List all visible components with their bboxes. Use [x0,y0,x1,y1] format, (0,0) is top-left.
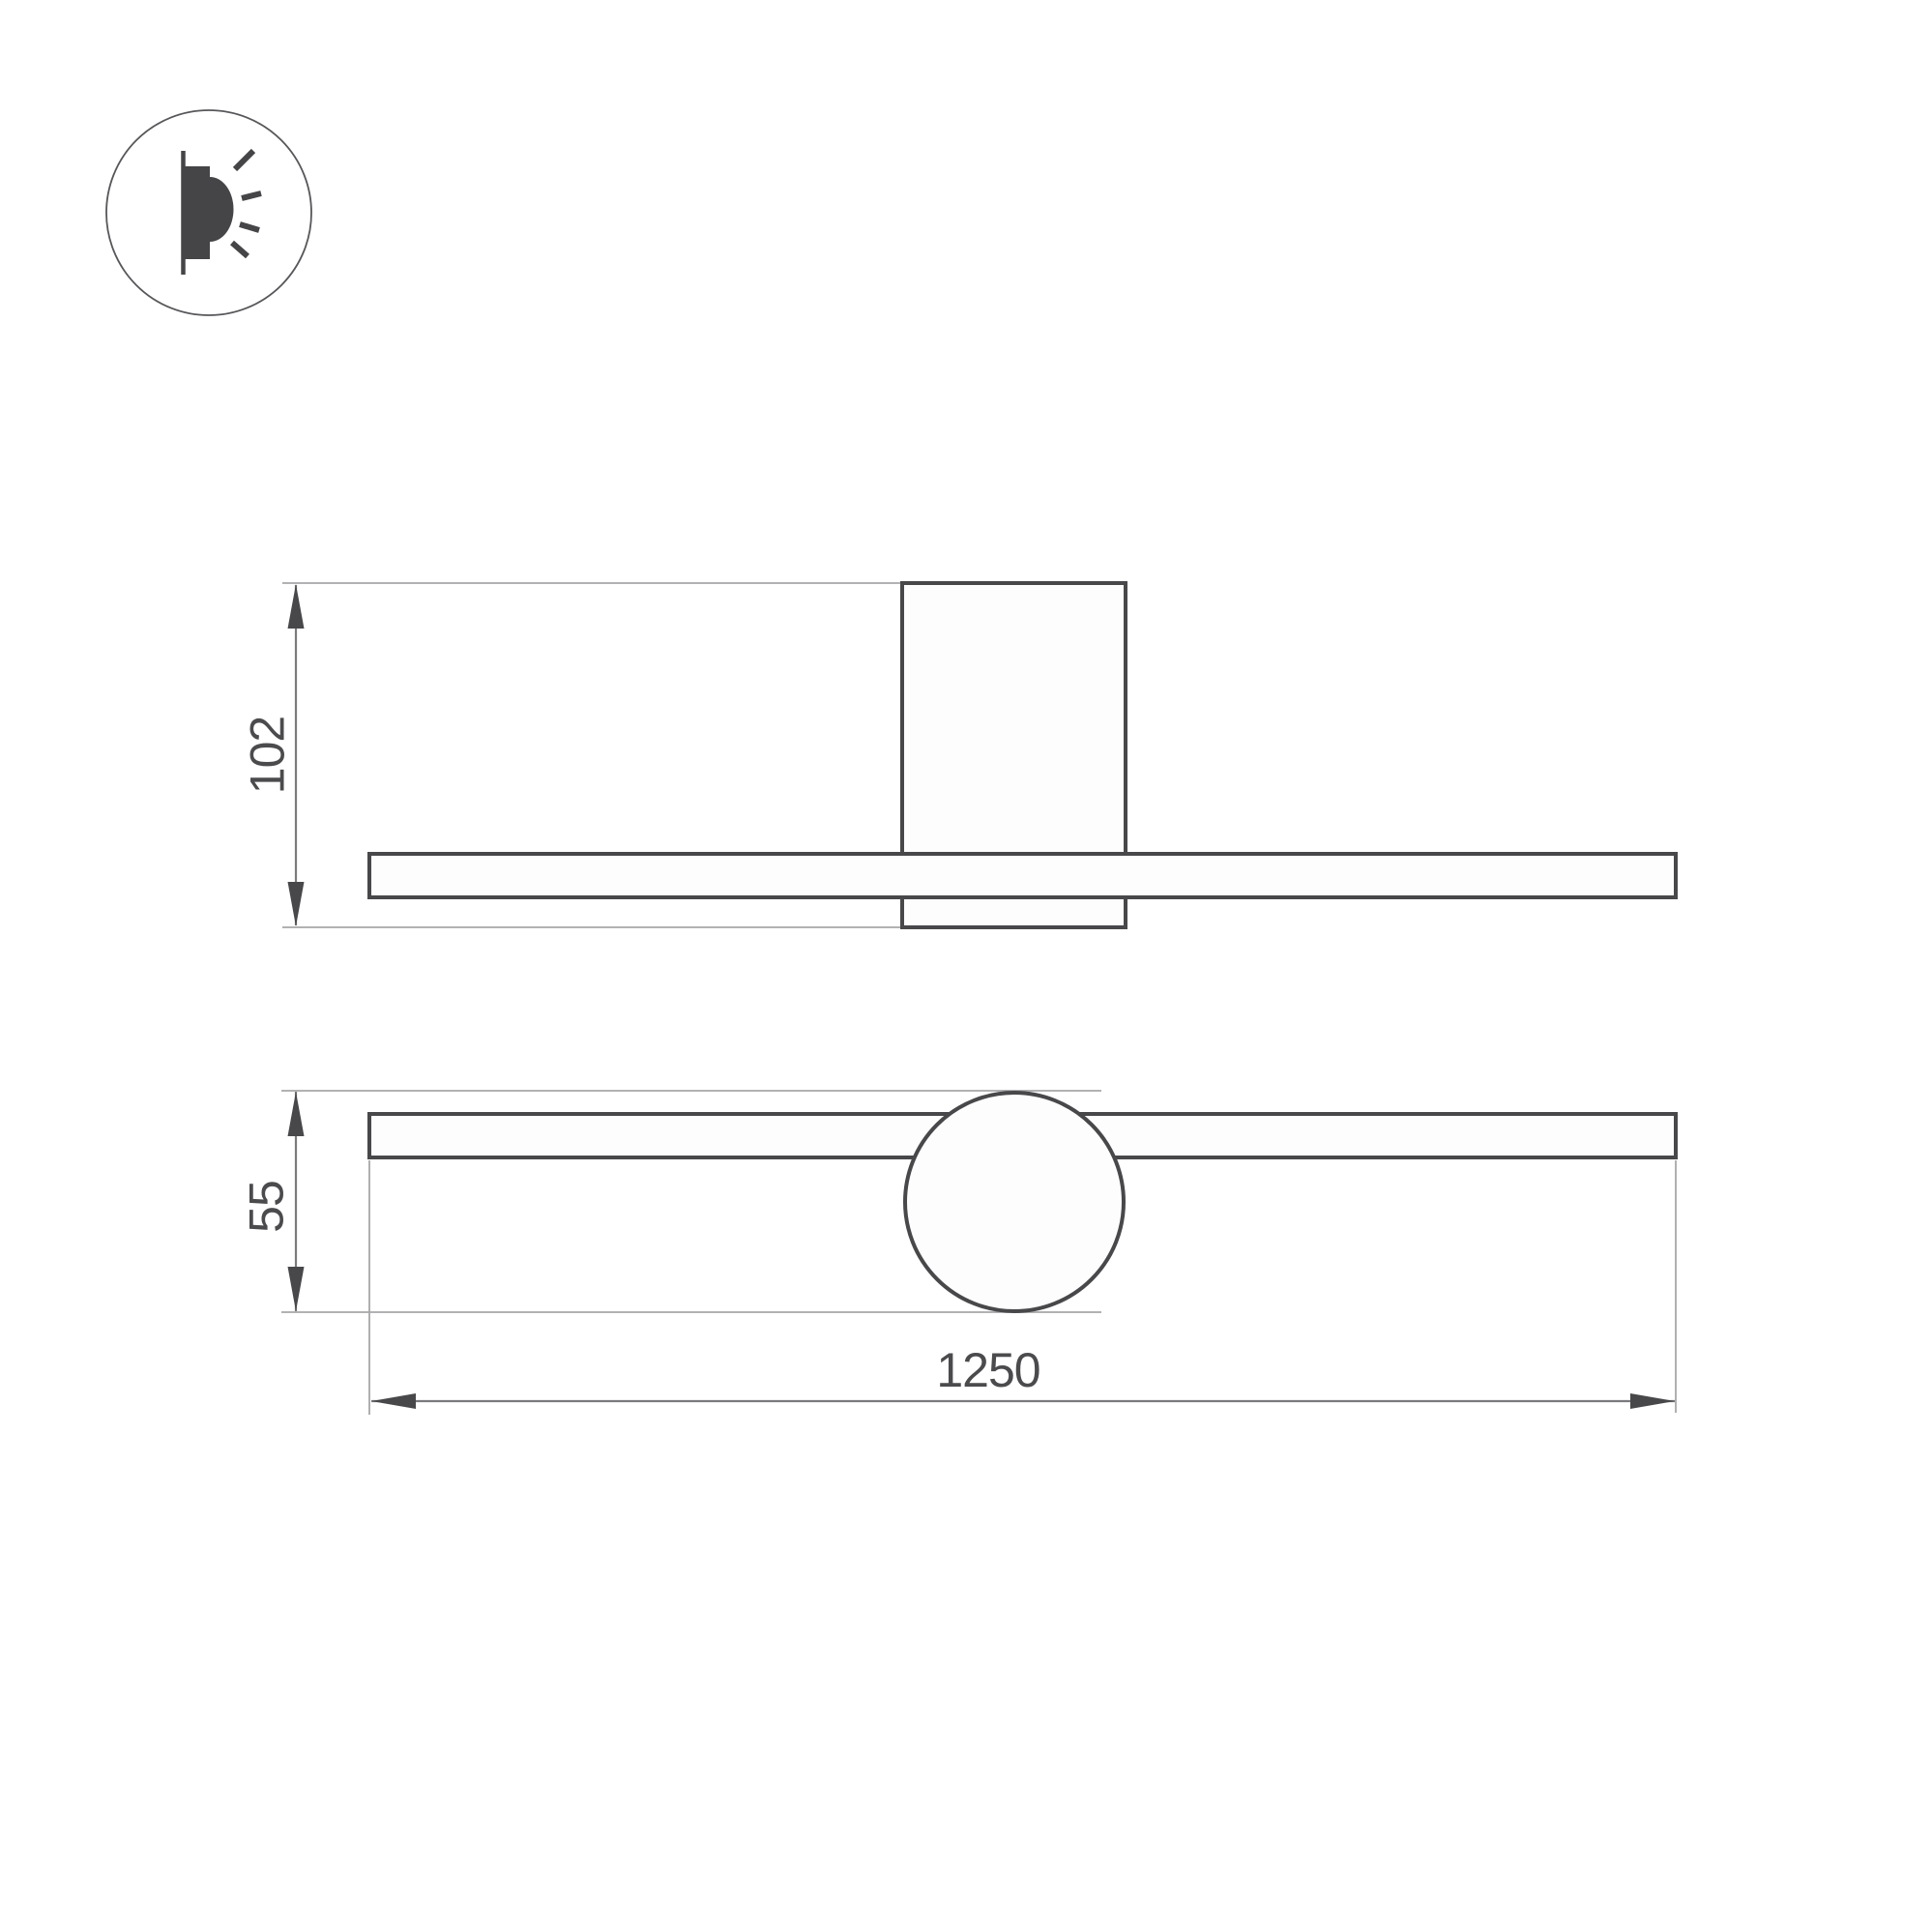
icon-ray-2 [242,193,261,198]
length-arrow-left [371,1393,416,1409]
icon-ray-3 [240,224,259,230]
front-height-label: 55 [239,1181,294,1233]
side-height-arrow-up [288,584,305,629]
icon-ray-1 [235,151,253,169]
front-view-lamp-head-circle [905,1093,1124,1311]
side-height-arrow-down [288,882,305,926]
front-view [240,1091,1677,1415]
side-view-light-bar [369,854,1676,897]
wall-light-icon [106,110,311,315]
front-height-arrow-up [288,1092,305,1136]
icon-light-beam [210,177,233,242]
icon-lamp-body [185,166,210,259]
side-view [241,583,1677,927]
length-arrow-right [1630,1393,1675,1409]
side-height-label: 102 [240,716,295,795]
icon-ray-4 [232,243,248,256]
front-height-arrow-down [288,1267,305,1311]
length-label: 1250 [936,1343,1040,1397]
